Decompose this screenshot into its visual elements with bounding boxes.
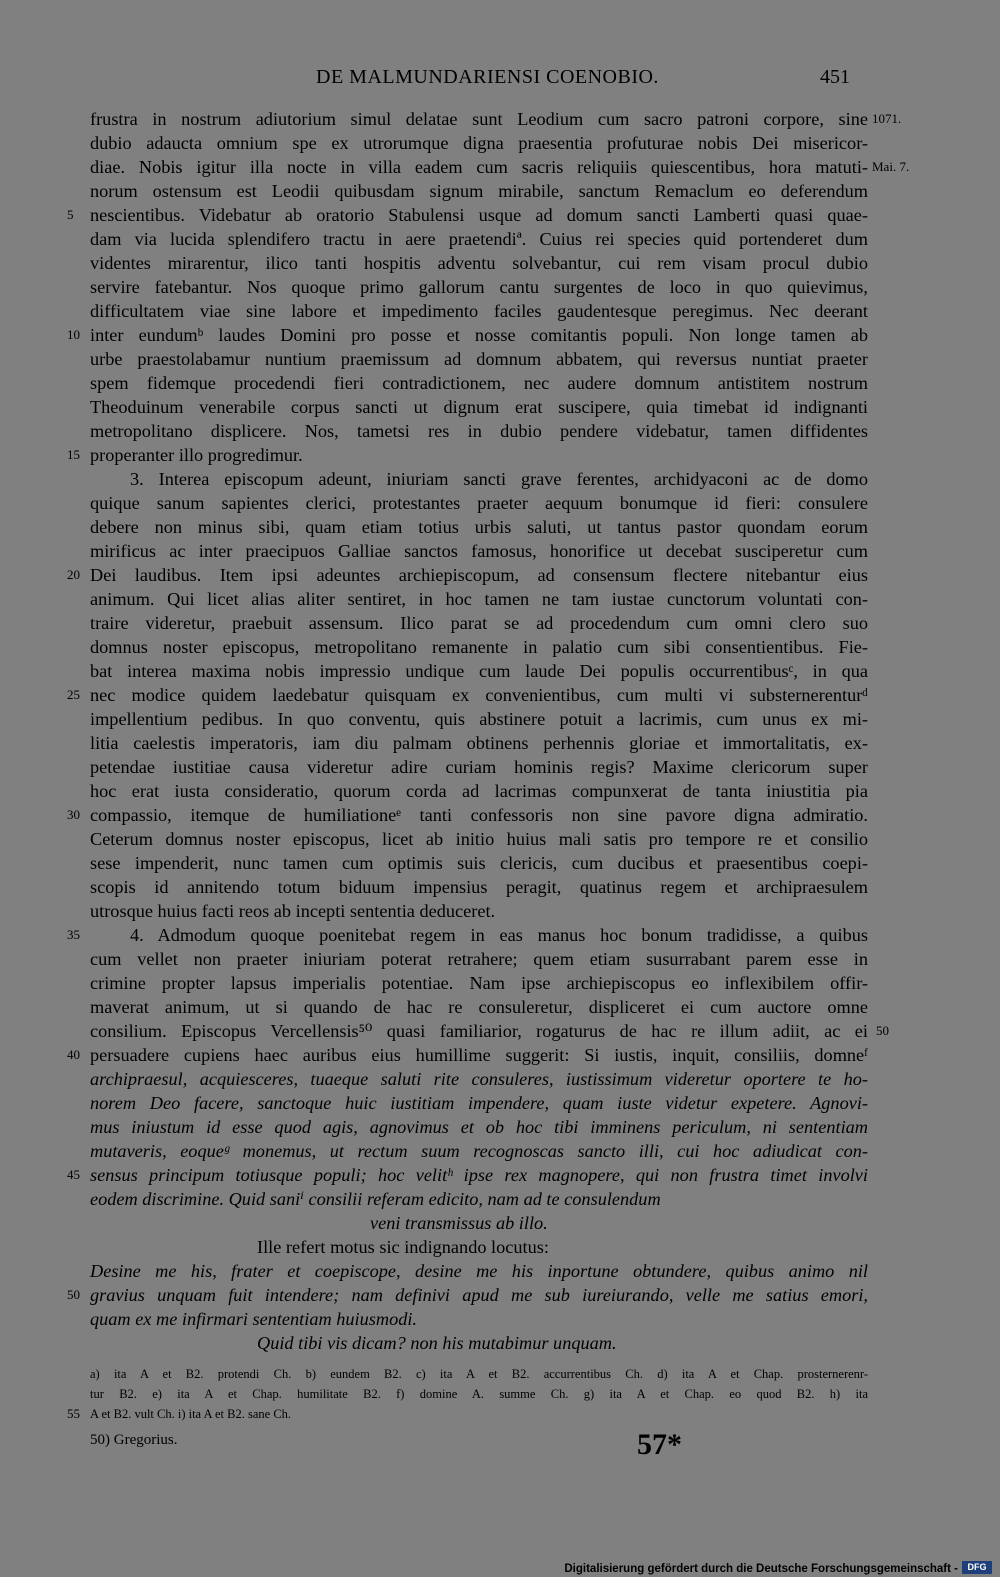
running-head: DE MALMUNDARIENSI COENOBIO. bbox=[316, 66, 659, 88]
text-line: quique sanum sapientes clerici, protestantes praeter aequum bonumque id fieri: consulere bbox=[90, 493, 868, 513]
text-line: persuadere cupiens haec auribus eius humillime suggerit: Si iustis, inquit, consiliis, domneᶠ bbox=[90, 1045, 868, 1065]
text-line: veni transmissus ab illo. bbox=[370, 1213, 548, 1233]
margin-date-year: 1071. bbox=[872, 111, 902, 126]
text-line: mirificus ac inter praecipuos Galliae sanctos famosus, honorifice ut decebat susciperetur cum bbox=[90, 541, 868, 561]
text-line: 4. Admodum quoque poenitebat regem in eas manus hoc bonum tradidisse, a quibus bbox=[130, 925, 868, 945]
text-line: dubio adaucta omnium spe ex utrorumque digna praesentia profuturae nobis Dei misericor- bbox=[90, 133, 868, 153]
text-line: mus iniustum id esse quod agis, agnovimus et ob hoc tibi imminens periculum, ni sententiam bbox=[90, 1117, 868, 1137]
text-line: Desine me his, frater et coepiscope, desine me his inportune obtundere, quibus animo nil bbox=[90, 1261, 868, 1281]
text-line: impellentium pedibus. In quo conventu, quis abstinere potuit a lacrimis, cum unus ex mi- bbox=[90, 709, 868, 729]
text-line: Theoduinum venerabile corpus sancti ut dignum erat suscipere, quia timebat id indignanti bbox=[90, 397, 868, 417]
text-line: compassio, itemque de humiliationeᵉ tanti confessoris non sine pavore digna admiratio. bbox=[90, 805, 868, 825]
text-line: eodem discrimine. Quid saniⁱ consilii referam edicito, nam ad te consulendum bbox=[90, 1189, 661, 1209]
text-line: spem fidemque procedendi fieri contradictionem, nec audere domnum antistitem nostrum bbox=[90, 373, 868, 393]
text-line: quam ex me infirmari sententiam huiusmodi. bbox=[90, 1309, 418, 1329]
text-line: domnus noster episcopus, metropolitano remanente in palatio cum sibi consentientibus. Fie- bbox=[90, 637, 868, 657]
footnote-line: a) ita A et B2. protendi Ch. b) eundem B2. c) ita A et B2. accurrentibus Ch. d) ita A et Chap. prosternerenr- bbox=[90, 1367, 868, 1381]
line-number: 50 bbox=[67, 1287, 80, 1302]
text-line: Quid tibi vis dicam? non his mutabimur unquam. bbox=[257, 1333, 617, 1353]
text-line: mutaveris, eoqueᵍ monemus, ut rectum suum recognoscas sancto illi, cui hoc adiudicat con- bbox=[90, 1141, 868, 1161]
line-number: 20 bbox=[67, 567, 80, 582]
text-line: debere non minus sibi, quam etiam totius urbis saluti, ut tantus pastor quondam eorum bbox=[90, 517, 868, 537]
margin-note-ref: 50 bbox=[876, 1023, 889, 1038]
page-number: 451 bbox=[820, 66, 850, 88]
text-line: frustra in nostrum adiutorium simul delatae sunt Leodium cum sacro patroni corpore, sine bbox=[90, 109, 868, 129]
signature-mark: 57* bbox=[637, 1428, 682, 1461]
source-note: 50) Gregorius. bbox=[90, 1432, 178, 1448]
text-line: cum vellet non praeter iniuriam poterat retrahere; quem etiam susurrabant parem esse in bbox=[90, 949, 868, 969]
text-line: bat interea maxima nobis impressio undique cum laude Dei populis occurrentibusᶜ, in qua bbox=[90, 661, 868, 681]
text-line: litia caelestis imperatoris, iam diu palmam obtinens perhennis gloriae et immortalitatis, ex- bbox=[90, 733, 868, 753]
text-line: videntes mirarentur, ilico tanti hospitis adventu solvebantur, cui rem visam procul dubio bbox=[90, 253, 868, 273]
text-line: diae. Nobis igitur illa nocte in villa eadem cum sacris reliquiis quiescentibus, hora matuti- bbox=[90, 157, 868, 177]
text-line: gravius unquam fuit intendere; nam definivi apud me sub iureiurando, velle me satius emori, bbox=[90, 1285, 868, 1305]
text-line: Ceterum domnus noster episcopus, licet ab initio huius mali satis pro tempore re et consilio bbox=[90, 829, 868, 849]
text-line: archipraesul, acquiesceres, tuaeque saluti rite consuleres, iustissimum videretur oportere te ho- bbox=[90, 1069, 868, 1089]
text-line: inter eundumᵇ laudes Domini pro posse et nosse comitantis populi. Non longe tamen ab bbox=[90, 325, 868, 345]
text-line: nescientibus. Videbatur ab oratorio Stabulensi usque ad domum sancti Lamberti quasi quae- bbox=[90, 205, 868, 225]
line-number: 30 bbox=[67, 807, 80, 822]
text-line: Dei laudibus. Item ipsi adeuntes archiepiscopum, ad consensum flectere nitebantur eius bbox=[90, 565, 868, 585]
text-line: nec modice quidem laedebatur quisquam ex convenientibus, cum multi vi substernerenturᵈ bbox=[90, 685, 868, 705]
line-number: 25 bbox=[67, 687, 80, 702]
text-line: dam via lucida splendifero tractu in aere praetendiª. Cuius rei species quid portenderet dum bbox=[90, 229, 868, 249]
text-line: 3. Interea episcopum adeunt, iniuriam sancti grave ferentes, archidyaconi ac de domo bbox=[130, 469, 868, 489]
text-line: traire videretur, praebuit assensum. Ilico parat se ad procedendum cum omni clero suo bbox=[90, 613, 868, 633]
footnote-line: tur B2. e) ita A et Chap. humilitate B2. f) domine A. summe Ch. g) ita A et Chap. eo quod B2. h) ita bbox=[90, 1387, 868, 1401]
text-line: difficultatem viae sine labore et impedimento faciles gaudentesque peregimus. Nec deerant bbox=[90, 301, 868, 321]
margin-date-day: Mai. 7. bbox=[872, 159, 910, 174]
dfg-logo: DFG bbox=[962, 1561, 992, 1574]
text-line: animum. Qui licet alias aliter sentiret, in hoc tamen ne tam iustae cunctorum voluntati con- bbox=[90, 589, 868, 609]
text-line: properanter illo progredimur. bbox=[90, 445, 303, 465]
line-number: 15 bbox=[67, 447, 80, 462]
line-number: 5 bbox=[67, 207, 74, 222]
footnote-line-number: 55 bbox=[67, 1406, 80, 1421]
line-number: 40 bbox=[67, 1047, 80, 1062]
funding-credit: Digitalisierung gefördert durch die Deutsche Forschungsgemeinschaft - bbox=[564, 1563, 958, 1575]
text-line: hoc erat iusta consideratio, quorum corda ad lacrimas compunxerat de tanta iniustitia pia bbox=[90, 781, 868, 801]
text-line: consilium. Episcopus Vercellensis⁵⁰ quasi familiarior, rogaturus de hac re illum adiit, ac ei bbox=[90, 1021, 868, 1041]
text-line: maverat animum, ut si quando de hac re consuleretur, displiceret ei cum auctore omne bbox=[90, 997, 868, 1017]
text-line: metropolitano displicere. Nos, tametsi res in dubio pendere videbatur, tamen diffidentes bbox=[90, 421, 868, 441]
text-line: petendae iustitiae causa videretur adire curiam hominis regis? Maxime clericorum super bbox=[90, 757, 868, 777]
text-line: norum ostensum est Leodii quibusdam signum mirabile, sanctum Remaclum eo deferendum bbox=[90, 181, 868, 201]
text-line: sese impenderit, nunc tamen cum optimis suis clericis, cum ducibus et praesentibus coepi- bbox=[90, 853, 868, 873]
line-number: 10 bbox=[67, 327, 80, 342]
footer-bar bbox=[0, 1557, 1000, 1577]
text-line: urbe praestolabamur nuntium praemissum ad domnum abbatem, qui reversus nuntiat praeter bbox=[90, 349, 868, 369]
text-line: servire fatebantur. Nos quoque primo gallorum cantu surgentes de loco in quo quievimus, bbox=[90, 277, 868, 297]
text-line: Ille refert motus sic indignando locutus: bbox=[257, 1237, 549, 1257]
line-number: 45 bbox=[67, 1167, 80, 1182]
text-line: crimine propter lapsus imperialis potentiae. Nam ipse archiepiscopus eo inflexibilem offir- bbox=[90, 973, 868, 993]
line-number: 35 bbox=[67, 927, 80, 942]
text-line: utrosque huius facti reos ab incepti sententia deduceret. bbox=[90, 901, 496, 921]
text-line: scopis id annitendo totum biduum impensius peragit, quatinus regem et archipraesulem bbox=[90, 877, 868, 897]
text-line: norem Deo facere, sanctoque huic iustitiam impendere, quam iuste videtur expetere. Agnovi- bbox=[90, 1093, 868, 1113]
footnote-line: A et B2. vult Ch. i) ita A et B2. sane Ch. bbox=[90, 1407, 292, 1421]
text-line: sensus principum totiusque populi; hoc velitʰ ipse rex magnopere, qui non frustra timet involvi bbox=[90, 1165, 868, 1185]
